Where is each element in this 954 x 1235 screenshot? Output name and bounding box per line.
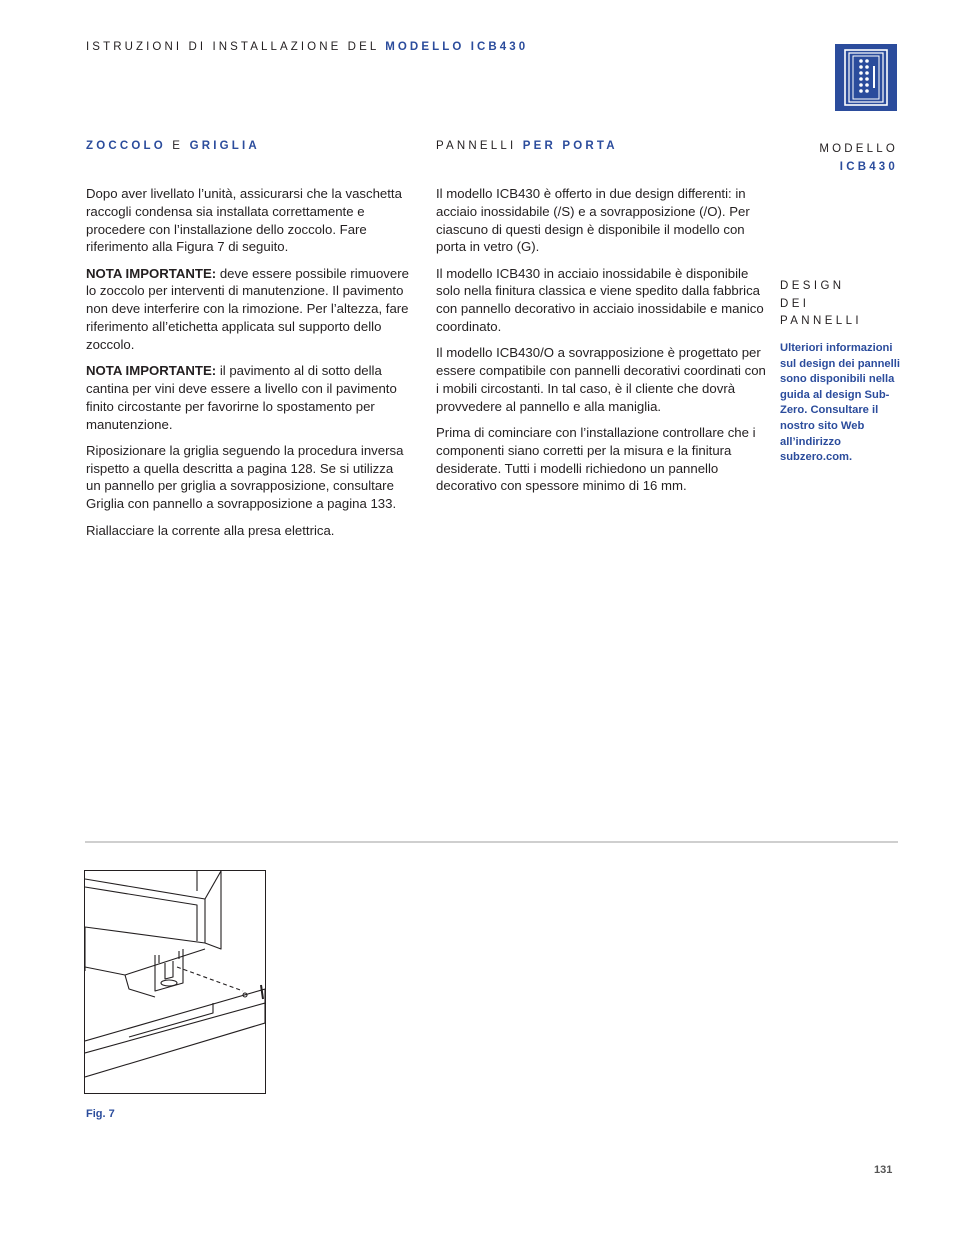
paragraph: Riposizionare la griglia seguendo la procedura inversa rispetto a quella descritta a pagina 128. Se si utilizza un pannello per griglia a sovrapposizione, consultare Griglia con pannello a sovrapposizione a pagina 133. (86, 442, 404, 512)
middle-column-text (436, 185, 766, 504)
header-prefix: ISTRUZIONI DI INSTALLAZIONE DEL (86, 41, 386, 53)
paragraph: Dopo aver livellato l’unità, assicurarsi che la vaschetta raccogli condensa sia installata correttamente e procedere con l’installazione dello zoccolo. Fare riferimento alla Figura 7 di seguito. (86, 186, 402, 255)
paragraph: Il modello ICB430 è offerto in due design differenti: in acciaio inossidabile (/S) e a sovrapposizione (/O). Per ciascuno di questi design è disponibile il modello con porta in vetro (G). (436, 186, 750, 255)
figure-caption: Fig. 7 (86, 1108, 115, 1120)
title-part-door: PER PORTA (522, 140, 618, 152)
paragraph: Riallacciare la corrente alla presa elettrica. (86, 522, 335, 538)
model-code: ICB430 (839, 161, 898, 173)
left-column-text (86, 185, 411, 548)
section-title-door-panels (436, 140, 618, 152)
side-title-line: DESIGN (780, 280, 845, 292)
header-model: MODELLO ICB430 (385, 41, 529, 53)
paragraph: Prima di cominciare con l’installazione controllare che i componenti siano corretti per la misura e la finitura desiderate. Tutti i modelli richiedono un pannello decorativo con spessore minimo di 16 mm. (436, 425, 756, 494)
horizontal-divider (85, 841, 898, 843)
paragraph: Il modello ICB430 in acciaio inossidabile è disponibile solo nella finitura classica e viene spedito dalla fabbrica con pannello decorativo in acciaio inossidabile e manico coordinato. (436, 265, 764, 335)
title-part-panels: PANNELLI (436, 140, 523, 152)
note-text: il pavimento al di sotto della cantina per vini deve essere a livello con il pavimento finito circostante per favorirne lo spostamento per manutenzione. (86, 363, 397, 432)
side-note: Ulteriori informazioni sul design dei pannelli sono disponibili nella guida al design Sub-Zero. Consultare il nostro sito Web all’indirizzo subzero.com. (780, 342, 900, 464)
important-note (86, 265, 411, 354)
side-title-line: DEI (780, 297, 810, 310)
note-text: deve essere possibile rimuovere lo zoccolo per interventi di manutenzione. Il pavimento non deve interferire con la rimozione. Per l’altezza, fare riferimento all’etichetta applicata sul supporto dello zoccolo. (86, 265, 409, 352)
important-note (86, 362, 411, 433)
model-label-block (780, 140, 898, 176)
wine-cabinet-icon (835, 44, 897, 111)
note-label: NOTA IMPORTANTE: (86, 265, 217, 281)
running-header (86, 41, 528, 53)
title-part-plinth: ZOCCOLO (86, 140, 166, 152)
plinth-installation-illustration (85, 871, 266, 1094)
side-title-panel-design (780, 278, 900, 331)
note-label: NOTA IMPORTANTE: (86, 363, 217, 379)
side-title-line: PANNELLI (780, 315, 862, 327)
page-number: 131 (874, 1164, 893, 1176)
title-part-grille: GRIGLIA (189, 140, 260, 152)
model-label: MODELLO (819, 143, 898, 155)
figure-7 (84, 870, 266, 1094)
title-joiner: E (165, 140, 190, 152)
paragraph: Il modello ICB430/O a sovrapposizione è progettato per essere compatibile con pannelli decorativi coordinati con i mobili circostanti. In tal caso, è il cliente che dovrà provvedere al pannello e alla maniglia. (436, 345, 766, 414)
section-title-plinth-grille (86, 140, 260, 152)
